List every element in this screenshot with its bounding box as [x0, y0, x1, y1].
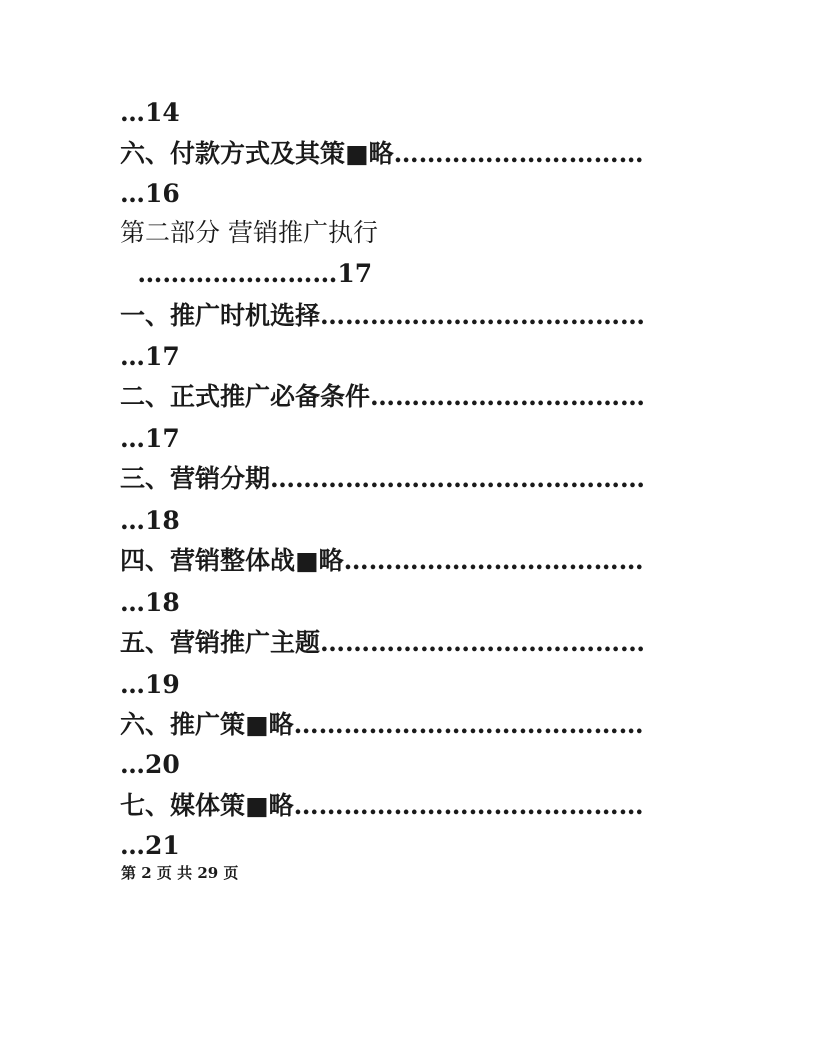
toc-entry: 七、媒体策■略…………………………………… — [120, 791, 644, 820]
toc-page-ref: …14 — [120, 98, 180, 127]
toc-page-ref: …17 — [120, 342, 180, 371]
toc-page-ref: …18 — [120, 588, 180, 617]
toc-entry: 一、推广时机选择………………………………… — [120, 301, 646, 330]
toc-page-ref: ……………………17 — [120, 259, 373, 288]
toc-page-ref: …18 — [120, 506, 180, 535]
toc-page-ref: …16 — [120, 179, 180, 208]
toc-entry: 三、营销分期……………………………………… — [120, 464, 646, 493]
toc-page-ref: …17 — [120, 424, 180, 453]
toc-entry: 五、营销推广主题………………………………… — [120, 628, 646, 657]
toc-entry: 六、付款方式及其策■略………………………… — [120, 139, 644, 168]
toc-entry: 二、正式推广必备条件…………………………… — [120, 382, 646, 411]
toc-entry: 四、营销整体战■略……………………………… — [120, 546, 644, 575]
toc-page-ref: …19 — [120, 670, 180, 699]
toc-section-heading: 第二部分 营销推广执行 — [120, 218, 378, 247]
toc-page-ref: …20 — [120, 750, 180, 779]
page-number-footer: 第 2 页 共 29 页 — [121, 864, 239, 882]
toc-page-ref: …21 — [120, 831, 180, 860]
toc-entry: 六、推广策■略…………………………………… — [120, 710, 644, 739]
